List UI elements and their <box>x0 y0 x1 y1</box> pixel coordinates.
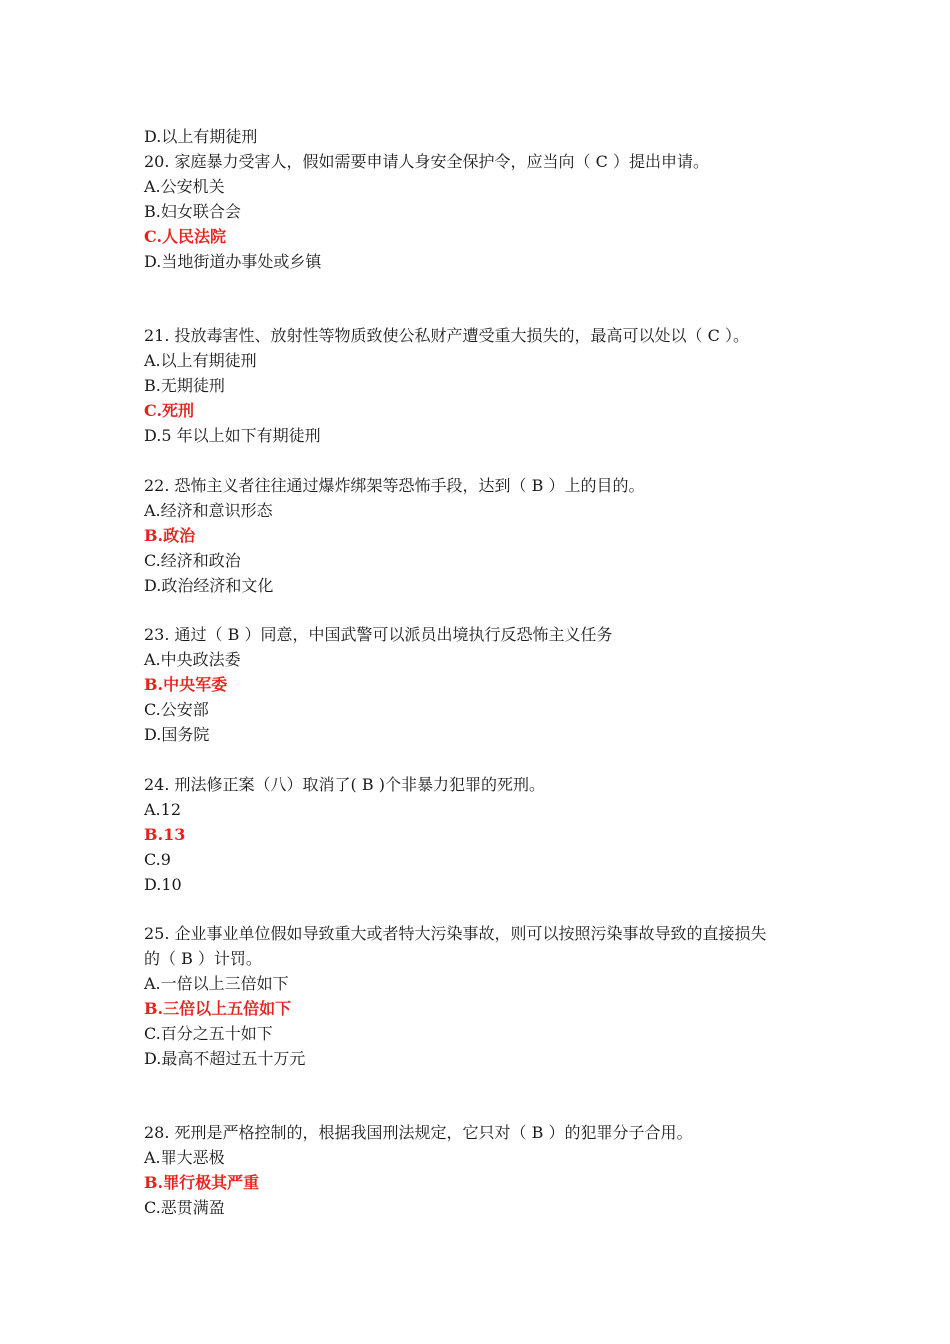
option-d: D.当地街道办事处或乡镇 <box>144 252 322 271</box>
question-21: 21. 投放毒害性、放射性等物质致使公私财产遭受重大损失的，最高可以处以（ C ）。 <box>144 326 749 345</box>
option-d: D.最高不超过五十万元 <box>144 1049 306 1068</box>
option-b: B.无期徒刑 <box>144 376 225 395</box>
correct-answer: B.罪行极其严重 <box>144 1173 260 1192</box>
option-a: A.中央政法委 <box>144 650 241 669</box>
option-c: C.恶贯满盈 <box>144 1198 225 1217</box>
correct-answer: C.死刑 <box>144 401 195 420</box>
correct-answer: B.中央军委 <box>144 675 228 694</box>
correct-answer: B.13 <box>144 825 186 844</box>
option-a: A.12 <box>144 800 181 819</box>
option-c: C.百分之五十如下 <box>144 1024 273 1043</box>
option-a: A.经济和意识形态 <box>144 501 273 520</box>
correct-answer: B.三倍以上五倍如下 <box>144 999 292 1018</box>
option-d: D.国务院 <box>144 725 210 744</box>
option-a: A.罪大恶极 <box>144 1148 225 1167</box>
option-d: D.10 <box>144 875 182 894</box>
question-25-continued: 的（ B ）计罚。 <box>144 949 262 968</box>
correct-answer: C.人民法院 <box>144 227 227 246</box>
option-a: A.以上有期徒刑 <box>144 351 257 370</box>
option-d: D.5 年以上如下有期徒刑 <box>144 426 321 445</box>
question-20: 20. 家庭暴力受害人，假如需要申请人身安全保护令，应当向（ C ）提出申请。 <box>144 152 709 171</box>
question-22: 22. 恐怖主义者往往通过爆炸绑架等恐怖手段，达到（ B ）上的目的。 <box>144 476 645 495</box>
option-c: C.经济和政治 <box>144 551 241 570</box>
option-a: A.一倍以上三倍如下 <box>144 974 289 993</box>
question-24: 24. 刑法修正案（八）取消了( B )个非暴力犯罪的死刑。 <box>144 775 545 794</box>
correct-answer: B.政治 <box>144 526 196 545</box>
question-28: 28. 死刑是严格控制的，根据我国刑法规定，它只对（ B ）的犯罪分子合用。 <box>144 1123 693 1142</box>
option-c: C.公安部 <box>144 700 209 719</box>
question-25: 25. 企业事业单位假如导致重大或者特大污染事故，则可以按照污染事故导致的直接损失 <box>144 924 767 943</box>
option-c: C.9 <box>144 850 171 869</box>
question-23: 23. 通过（ B ）同意，中国武警可以派员出境执行反恐怖主义任务 <box>144 625 613 644</box>
option-a: A.公安机关 <box>144 177 225 196</box>
option-d: D.以上有期徒刑 <box>144 127 258 146</box>
option-b: B.妇女联合会 <box>144 202 241 221</box>
option-d: D.政治经济和文化 <box>144 576 274 595</box>
